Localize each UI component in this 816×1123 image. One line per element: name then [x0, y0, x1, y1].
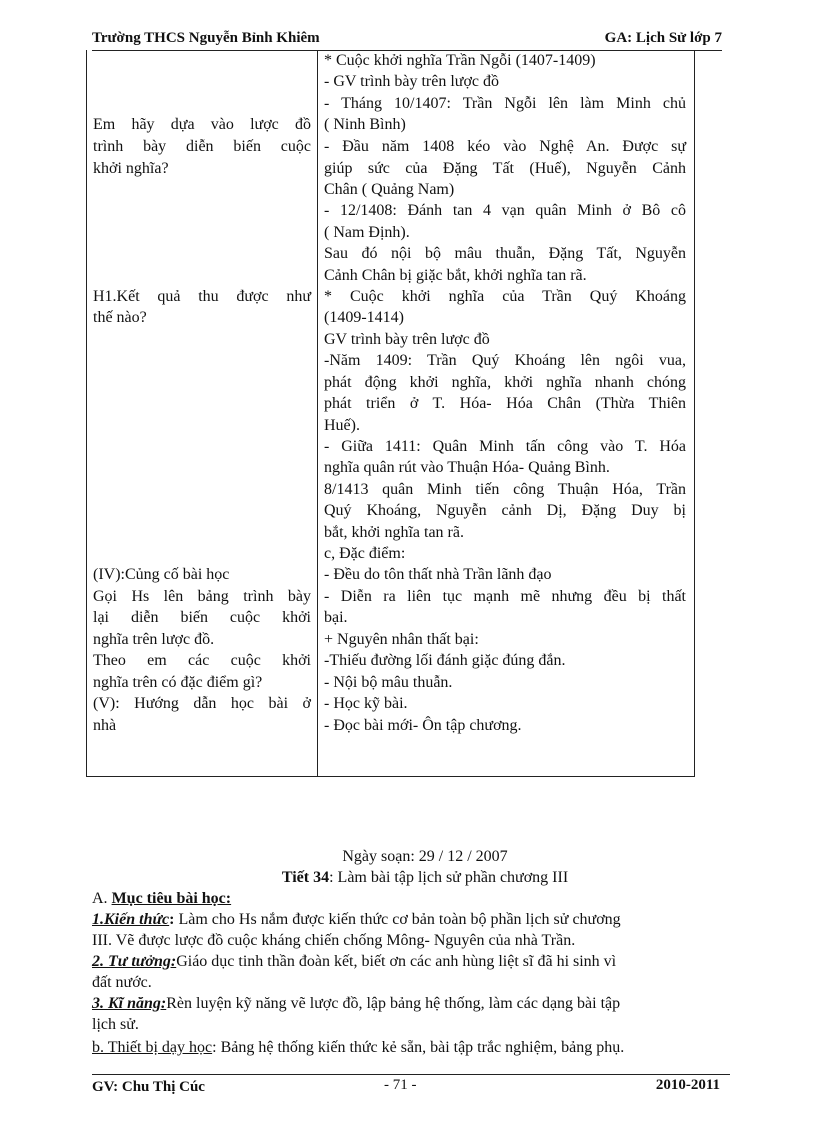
- teacher-name: GV: Chu Thị Cúc: [92, 1079, 205, 1095]
- right-cell-line: Cảnh Chân bị giặc bắt, khởi nghĩa tan rã.: [324, 267, 587, 284]
- right-cell-line: ( Ninh Bình): [324, 116, 406, 133]
- right-cell-line: giúp sức của Đặng Tất (Huế), Nguyễn Cảnh: [324, 160, 686, 177]
- left-cell-line: (V): Hướng dẫn học bài ở: [93, 695, 311, 712]
- right-cell-line: Quý Khoáng, Nguyễn cảnh Dị, Đặng Duy bị: [324, 502, 686, 519]
- right-cell-line: phát triển ở T. Hóa- Hóa Chân (Thừa Thiên: [324, 395, 686, 412]
- right-cell-line: Chân ( Quảng Nam): [324, 181, 455, 198]
- left-cell-line: nhà: [93, 717, 117, 734]
- right-cell-line: Huế).: [324, 417, 360, 434]
- column-divider: [317, 50, 318, 776]
- left-cell-line: Theo em các cuộc khởi: [93, 652, 311, 669]
- left-cell-line: (IV):Củng cố bài học: [93, 566, 230, 583]
- equipment-label: b. Thiết bị dạy học: [92, 1039, 213, 1056]
- lesson-number: Tiết 34: [281, 869, 330, 886]
- right-cell-line: Sau đó nội bộ mâu thuẫn, Đặng Tất, Nguyễn: [324, 245, 686, 262]
- right-cell-line: - Đầu năm 1408 kéo vào Nghệ An. Được sự: [324, 138, 686, 155]
- right-cell-line: bại.: [324, 609, 348, 626]
- right-cell-line: - GV trình bày trên lược đồ: [324, 73, 500, 90]
- left-cell-line: nghĩa trên lược đồ.: [93, 631, 215, 648]
- right-cell-line: phát động khởi nghĩa, khởi nghĩa nhanh chóng: [324, 374, 686, 391]
- left-cell-line: Gọi Hs lên bảng trình bày: [93, 588, 311, 605]
- lesson-table: [86, 50, 695, 777]
- page-number: - 71 -: [384, 1077, 417, 1093]
- right-cell-line: (1409-1414): [324, 309, 404, 326]
- right-cell-line: ( Nam Định).: [324, 224, 410, 241]
- knowledge-text: Làm cho Hs nắm được kiến thức cơ bản toàn bộ phần lịch sử chương: [174, 911, 621, 928]
- date-line: Ngày soạn: 29 / 12 / 2007: [342, 848, 508, 865]
- school-year: 2010-2011: [655, 1077, 720, 1093]
- right-cell-line: - Đọc bài mới- Ôn tập chương.: [324, 717, 522, 734]
- right-cell-line: - Nội bộ mâu thuẫn.: [324, 674, 453, 691]
- left-cell-line: lại diễn biến cuộc khởi: [93, 609, 311, 626]
- left-cell-line: khởi nghĩa?: [93, 160, 169, 177]
- right-cell-line: nghĩa quân rút vào Thuận Hóa- Quảng Bình.: [324, 459, 610, 476]
- skill-line-2: lịch sử.: [92, 1016, 139, 1033]
- right-cell-line: 8/1413 quân Minh tiến công Thuận Hóa, Trần: [324, 481, 686, 498]
- right-cell-line: bắt, khởi nghĩa tan rã.: [324, 524, 464, 541]
- right-cell-line: - Tháng 10/1407: Trần Ngỗi lên làm Minh chủ: [324, 95, 686, 112]
- equipment-text: : Bảng hệ thống kiến thức kẻ sẵn, bài tập trắc nghiệm, bảng phụ.: [212, 1039, 625, 1056]
- section-a: [92, 888, 758, 909]
- knowledge-colon: :: [169, 911, 175, 928]
- school-name: Trường THCS Nguyễn Bỉnh Khiêm: [92, 30, 320, 46]
- right-cell-line: - Giữa 1411: Quân Minh tấn công vào T. Hóa: [324, 438, 686, 455]
- right-cell-line: -Thiếu đường lối đánh giặc đúng đắn.: [324, 652, 566, 669]
- left-cell-line: H1.Kết quả thu được như: [93, 288, 311, 305]
- left-cell-line: thế nào?: [93, 309, 147, 326]
- right-cell-line: + Nguyên nhân thất bại:: [324, 631, 479, 648]
- page-header: [92, 30, 722, 51]
- skill-line: [92, 993, 758, 1014]
- section-a-prefix: A.: [92, 890, 112, 907]
- skill-label: 3. Kĩ năng:: [92, 995, 167, 1012]
- right-cell-line: - Diễn ra liên tục mạnh mẽ nhưng đều bị thất: [324, 588, 686, 605]
- lesson-title: [92, 867, 758, 888]
- right-cell-line: - 12/1408: Đánh tan 4 vạn quân Minh ở Bô cô: [324, 202, 686, 219]
- right-cell-line: - Học kỹ bài.: [324, 695, 408, 712]
- knowledge-line-2: III. Vẽ được lược đồ cuộc kháng chiến chống Mông- Nguyên của nhà Trần.: [92, 932, 576, 949]
- right-cell-line: - Đều do tôn thất nhà Trần lãnh đạo: [324, 566, 552, 583]
- right-cell-line: c, Đặc điểm:: [324, 545, 406, 562]
- equipment-line: [92, 1037, 758, 1058]
- left-cell-line: Em hãy dựa vào lược đồ: [93, 116, 311, 133]
- thought-text: Giáo dục tinh thần đoàn kết, biết ơn các anh hùng liệt sĩ đã hi sinh vì: [176, 953, 617, 970]
- left-cell-line: nghĩa trên có đặc điểm gì?: [93, 674, 263, 691]
- lesson-title-text: : Làm bài tập lịch sử phần chương III: [329, 869, 569, 886]
- knowledge-line: [92, 909, 758, 930]
- right-cell-line: * Cuộc khởi nghĩa Trần Ngỗi (1407-1409): [324, 52, 596, 69]
- right-cell-line: GV trình bày trên lược đồ: [324, 331, 490, 348]
- right-cell-line: * Cuộc khởi nghĩa của Trần Quý Khoáng: [324, 288, 686, 305]
- knowledge-label: 1.Kiến thức: [92, 911, 170, 928]
- thought-label: 2. Tư tưởng:: [92, 953, 177, 970]
- thought-line: [92, 951, 758, 972]
- skill-text: Rèn luyện kỹ năng vẽ lược đồ, lập bảng hệ thống, làm các dạng bài tập: [166, 995, 621, 1012]
- thought-line-2: đất nước.: [92, 974, 152, 991]
- page-footer: [92, 1074, 730, 1097]
- left-cell-line: trình bày diễn biến cuộc: [93, 138, 311, 155]
- section-a-heading: Mục tiêu bài học:: [111, 890, 232, 907]
- subject-label: GA: Lịch Sử lớp 7: [604, 30, 722, 46]
- right-cell-line: -Năm 1409: Trần Quý Khoáng lên ngôi vua,: [324, 352, 686, 369]
